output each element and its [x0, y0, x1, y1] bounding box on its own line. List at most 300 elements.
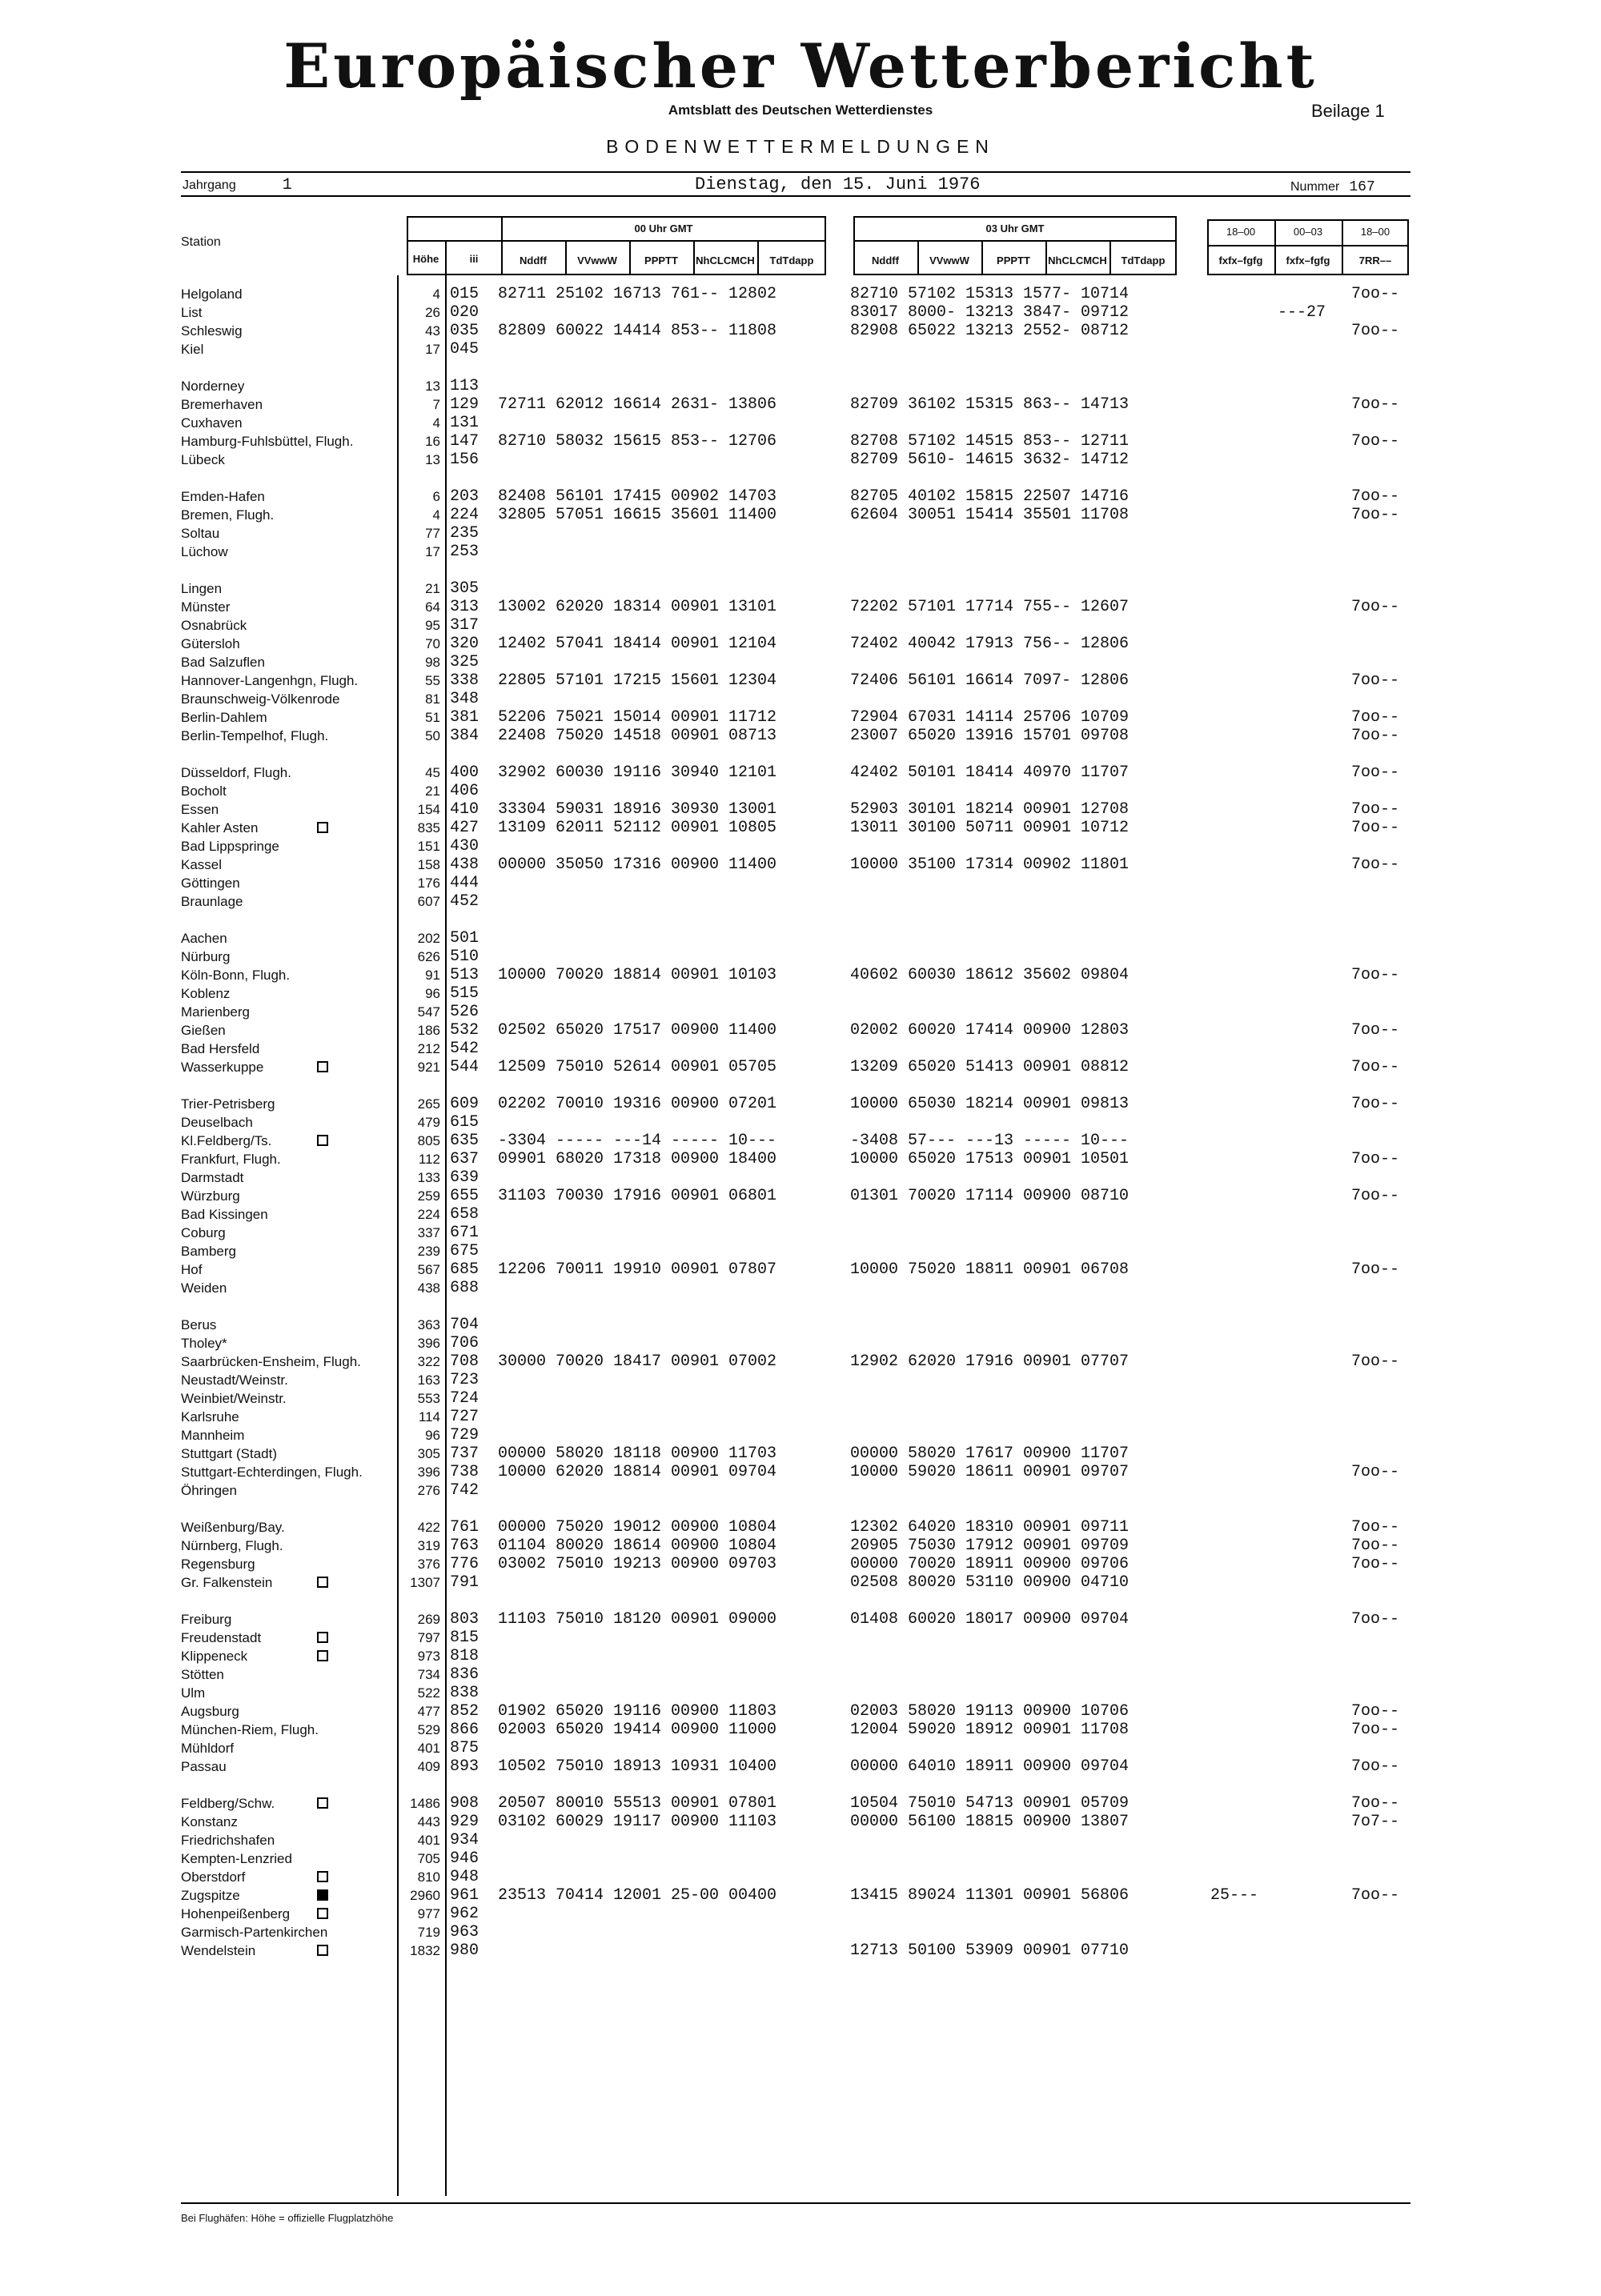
- jahrgang-value: 1: [282, 176, 292, 194]
- obs-03-utc: 00000 64010 18911 00900 09704: [850, 1757, 1130, 1776]
- station-height: 77: [425, 526, 440, 541]
- obs-03-utc: 01301 70020 17114 00900 08710: [850, 1187, 1130, 1205]
- station-name: Düsseldorf, Flugh.: [181, 765, 291, 780]
- obs-03-utc: 10504 75010 54713 00901 05709: [850, 1794, 1130, 1813]
- precip-18-00: 7oo--: [1351, 1187, 1400, 1205]
- station-name: Deuselbach: [181, 1115, 253, 1130]
- table-row: [0, 377, 1601, 395]
- station-name: Stötten: [181, 1667, 224, 1682]
- precip-18-00: 7oo--: [1351, 1555, 1400, 1573]
- table-row: [0, 782, 1601, 800]
- precip-18-00: 7oo--: [1351, 800, 1400, 819]
- station-height: 154: [417, 802, 440, 817]
- station-name: Kiel: [181, 342, 204, 357]
- station-id: 015: [450, 285, 479, 303]
- table-row: [0, 1610, 1601, 1629]
- station-name: Berus: [181, 1317, 217, 1332]
- table-row: [0, 929, 1601, 948]
- station-id: 406: [450, 782, 479, 800]
- station-height: 337: [417, 1225, 440, 1240]
- station-name: Regensburg: [181, 1557, 255, 1572]
- obs-03-utc: 23007 65020 13916 15701 09708: [850, 727, 1130, 745]
- station-id: 131: [450, 414, 479, 432]
- obs-00-utc: 00000 75020 19012 00900 10804: [498, 1518, 777, 1537]
- precip-18-00: 7oo--: [1351, 322, 1400, 340]
- station-id: 381: [450, 708, 479, 727]
- station-id: 818: [450, 1647, 479, 1665]
- table-row: [0, 487, 1601, 506]
- iii-header: iii: [469, 253, 479, 265]
- precip-18-00: 7oo--: [1351, 285, 1400, 303]
- obs-03-utc: 13209 65020 51413 00901 08812: [850, 1058, 1130, 1076]
- station-name: Bocholt: [181, 783, 227, 799]
- table-row: [0, 708, 1601, 727]
- table-row: [0, 432, 1601, 451]
- table-row: [0, 1095, 1601, 1113]
- precip-18-00: 7oo--: [1351, 1886, 1400, 1905]
- station-id: 639: [450, 1168, 479, 1187]
- open-square-icon: [317, 1632, 328, 1643]
- obs-00-utc: 33304 59031 18916 30930 13001: [498, 800, 777, 819]
- table-row: [0, 1555, 1601, 1573]
- obs-00-utc: 20507 80010 55513 00901 07801: [498, 1794, 777, 1813]
- col03-div-1: [917, 240, 919, 275]
- group00-header: 00 Uhr GMT: [634, 222, 693, 234]
- station-id: 723: [450, 1371, 479, 1389]
- station-name: Öhringen: [181, 1483, 237, 1498]
- station-name: Garmisch-Partenkirchen: [181, 1925, 328, 1940]
- station-id: 688: [450, 1279, 479, 1297]
- table-row: [0, 340, 1601, 359]
- gust-00-03: ---27: [1278, 303, 1326, 322]
- station-name: Coburg: [181, 1225, 226, 1240]
- station-id: 946: [450, 1849, 479, 1868]
- station-id: 035: [450, 322, 479, 340]
- station-name: Freiburg: [181, 1612, 232, 1627]
- station-name: Augsburg: [181, 1704, 239, 1719]
- station-height: 547: [417, 1004, 440, 1020]
- station-id: 348: [450, 690, 479, 708]
- station-name: Karlsruhe: [181, 1409, 239, 1424]
- hoehe-iii-mid-rule: [407, 240, 503, 242]
- station-id: 791: [450, 1573, 479, 1592]
- station-height: 810: [417, 1869, 440, 1885]
- col03-div-3: [1045, 240, 1047, 275]
- jahrgang-label: Jahrgang: [183, 178, 236, 192]
- gust-18-00: 25---: [1210, 1886, 1259, 1905]
- table-row: [0, 1352, 1601, 1371]
- obs-00-utc: -3304 ----- ---14 ----- 10---: [498, 1132, 777, 1150]
- precip-18-00: 7oo--: [1351, 1794, 1400, 1813]
- station-id: 510: [450, 948, 479, 966]
- table-row: [0, 819, 1601, 837]
- obs-00-utc: 22408 75020 14518 00901 08713: [498, 727, 777, 745]
- right-top-2: 00–03: [1293, 226, 1323, 238]
- obs-00-utc: 12206 70011 19910 00901 07807: [498, 1260, 777, 1279]
- table-row: [0, 1702, 1601, 1721]
- precip-18-00: 7oo--: [1351, 395, 1400, 414]
- station-height: 305: [417, 1446, 440, 1461]
- table-row: [0, 1665, 1601, 1684]
- hoehe-header: Höhe: [412, 253, 439, 265]
- station-height: 70: [425, 636, 440, 651]
- station-height: 17: [425, 342, 440, 357]
- station-name: Kassel: [181, 857, 223, 872]
- open-square-icon: [317, 1908, 328, 1919]
- table-row: [0, 303, 1601, 322]
- station-id: 305: [450, 579, 479, 598]
- station-id: 963: [450, 1923, 479, 1941]
- nummer-value: 167: [1349, 179, 1375, 195]
- obs-03-utc: 82705 40102 15815 22507 14716: [850, 487, 1130, 506]
- obs-03-utc: 12713 50100 53909 00901 07710: [850, 1941, 1130, 1960]
- station-name: Freudenstadt: [181, 1630, 262, 1645]
- col00-div-2: [629, 240, 631, 275]
- table-row: [0, 285, 1601, 303]
- footer-rule: [181, 2202, 1410, 2204]
- col00-div-4: [757, 240, 759, 275]
- station-name: Ulm: [181, 1685, 206, 1701]
- station-name: Weinbiet/Weinstr.: [181, 1391, 287, 1406]
- station-id: 430: [450, 837, 479, 855]
- obs-00-utc: 12509 75010 52614 00901 05705: [498, 1058, 777, 1076]
- open-square-icon: [317, 822, 328, 833]
- obs-00-utc: 32902 60030 19116 30940 12101: [498, 763, 777, 782]
- station-id: 532: [450, 1021, 479, 1040]
- obs-00-utc: 00000 58020 18118 00900 11703: [498, 1445, 777, 1463]
- station-height: 133: [417, 1170, 440, 1185]
- station-height: 705: [417, 1851, 440, 1866]
- station-height: 276: [417, 1483, 440, 1498]
- station-name: Kahler Asten: [181, 820, 259, 835]
- station-id: 893: [450, 1757, 479, 1776]
- open-square-icon: [317, 1061, 328, 1072]
- station-id: 338: [450, 671, 479, 690]
- station-id: 776: [450, 1555, 479, 1573]
- station-height: 51: [425, 710, 440, 725]
- open-square-icon: [317, 1945, 328, 1956]
- document-subtitle: Amtsblatt des Deutschen Wetterdienstes: [668, 102, 933, 118]
- obs-00-utc: 03102 60029 19117 00900 11103: [498, 1813, 777, 1831]
- station-height: 376: [417, 1557, 440, 1572]
- station-id: 934: [450, 1831, 479, 1849]
- precip-18-00: 7oo--: [1351, 1150, 1400, 1168]
- station-id: 948: [450, 1868, 479, 1886]
- station-height: 21: [425, 581, 440, 596]
- station-height: 163: [417, 1372, 440, 1388]
- obs-03-utc: -3408 57--- ---13 ----- 10---: [850, 1132, 1130, 1150]
- obs-00-utc: 01104 80020 18614 00900 10804: [498, 1537, 777, 1555]
- precip-18-00: 7oo--: [1351, 1702, 1400, 1721]
- station-height: 1486: [410, 1796, 440, 1811]
- precip-18-00: 7oo--: [1351, 966, 1400, 984]
- station-id: 609: [450, 1095, 479, 1113]
- station-name: Nürburg: [181, 949, 231, 964]
- station-name: Bad Salzuflen: [181, 655, 265, 670]
- station-id: 708: [450, 1352, 479, 1371]
- open-square-icon: [317, 1650, 328, 1661]
- station-height: 114: [418, 1409, 440, 1424]
- station-height: 239: [417, 1244, 440, 1259]
- station-height: 17: [425, 544, 440, 559]
- table-row: [0, 1279, 1601, 1297]
- table-row: [0, 1518, 1601, 1537]
- station-name: Mühldorf: [181, 1741, 235, 1756]
- obs-03-utc: 83017 8000- 13213 3847- 09712: [850, 303, 1130, 322]
- obs-03-utc: 82708 57102 14515 853-- 12711: [850, 432, 1130, 451]
- station-height: 438: [417, 1280, 440, 1296]
- obs-00-utc: 30000 70020 18417 00901 07002: [498, 1352, 777, 1371]
- station-id: 203: [450, 487, 479, 506]
- group00-mid-rule: [501, 240, 826, 242]
- table-row: [0, 506, 1601, 524]
- obs-00-utc: 02202 70010 19316 00900 07201: [498, 1095, 777, 1113]
- table-row: [0, 1721, 1601, 1739]
- obs-03-utc: 52903 30101 18214 00901 12708: [850, 800, 1130, 819]
- table-row: [0, 1923, 1601, 1941]
- obs-00-utc: 13002 62020 18314 00901 13101: [498, 598, 777, 616]
- table-row: [0, 414, 1601, 432]
- station-height: 522: [417, 1685, 440, 1701]
- station-name: Bad Hersfeld: [181, 1041, 260, 1056]
- station-height: 553: [417, 1391, 440, 1406]
- table-row: [0, 451, 1601, 469]
- table-row: [0, 1187, 1601, 1205]
- col00-div-1: [565, 240, 567, 275]
- station-name: Gießen: [181, 1023, 226, 1038]
- station-name: Aachen: [181, 931, 227, 946]
- obs-03-utc: 10000 59020 18611 00901 09707: [850, 1463, 1130, 1481]
- station-name: Gr. Falkenstein: [181, 1575, 273, 1590]
- precip-18-00: 7oo--: [1351, 1463, 1400, 1481]
- station-height: 401: [417, 1833, 440, 1848]
- precip-18-00: 7oo--: [1351, 1058, 1400, 1076]
- table-row: [0, 892, 1601, 911]
- station-height: 479: [417, 1115, 440, 1130]
- station-height: 626: [417, 949, 440, 964]
- right-top-1: 18–00: [1226, 226, 1256, 238]
- station-id: 724: [450, 1389, 479, 1408]
- table-row: [0, 1905, 1601, 1923]
- station-id: 501: [450, 929, 479, 948]
- obs-00-utc: 12402 57041 18414 00901 12104: [498, 635, 777, 653]
- obs-03-utc: 72406 56101 16614 7097- 12806: [850, 671, 1130, 690]
- station-height: 186: [417, 1023, 440, 1038]
- station-name: Braunlage: [181, 894, 243, 909]
- station-id: 962: [450, 1905, 479, 1923]
- obs-03-utc: 62604 30051 15414 35501 11708: [850, 506, 1130, 524]
- station-height: 7: [432, 397, 440, 412]
- station-id: 317: [450, 616, 479, 635]
- station-height: 26: [425, 305, 440, 320]
- obs-00-utc: 22805 57101 17215 15601 12304: [498, 671, 777, 690]
- obs-03-utc: 02508 80020 53110 00900 04710: [850, 1573, 1130, 1592]
- obs-00-utc: 23513 70414 12001 25-00 00400: [498, 1886, 777, 1905]
- station-height: 1832: [410, 1943, 440, 1958]
- station-id: 129: [450, 395, 479, 414]
- station-id: 852: [450, 1702, 479, 1721]
- table-row: [0, 1684, 1601, 1702]
- table-row: [0, 322, 1601, 340]
- station-name: Schleswig: [181, 323, 243, 339]
- table-row: [0, 1408, 1601, 1426]
- station-height: 734: [417, 1667, 440, 1682]
- station-id: 738: [450, 1463, 479, 1481]
- station-height: 477: [417, 1704, 440, 1719]
- obs-00-utc: 13109 62011 52112 00901 10805: [498, 819, 777, 837]
- table-row: [0, 1021, 1601, 1040]
- table-row: [0, 1168, 1601, 1187]
- col00-ppptt: PPPTT: [644, 254, 678, 266]
- obs-00-utc: 02502 65020 17517 00900 11400: [498, 1021, 777, 1040]
- station-height: 259: [417, 1188, 440, 1204]
- obs-00-utc: 10502 75010 18913 10931 10400: [498, 1757, 777, 1776]
- station-name: Frankfurt, Flugh.: [181, 1152, 281, 1167]
- table-row: [0, 948, 1601, 966]
- station-id: 727: [450, 1408, 479, 1426]
- table-row: [0, 763, 1601, 782]
- station-id: 742: [450, 1481, 479, 1500]
- beilage-label: Beilage 1: [1311, 101, 1385, 121]
- station-id: 320: [450, 635, 479, 653]
- table-row: [0, 1573, 1601, 1592]
- station-id: 113: [450, 377, 479, 395]
- station-height: 202: [417, 931, 440, 946]
- table-row: [0, 837, 1601, 855]
- station-height: 401: [417, 1741, 440, 1756]
- station-height: 443: [417, 1814, 440, 1829]
- group03-mid-rule: [853, 240, 1177, 242]
- station-id: 313: [450, 598, 479, 616]
- col03-ppptt: PPPTT: [997, 254, 1030, 266]
- table-row: [0, 1334, 1601, 1352]
- obs-03-utc: 12004 59020 18912 00901 11708: [850, 1721, 1130, 1739]
- station-id: 235: [450, 524, 479, 543]
- station-name: Zugspitze: [181, 1888, 240, 1903]
- station-height: 64: [425, 599, 440, 615]
- right-bottom-2: fxfx–fgfg: [1286, 254, 1330, 266]
- obs-00-utc: 31103 70030 17916 00901 06801: [498, 1187, 777, 1205]
- precip-18-00: 7oo--: [1351, 1757, 1400, 1776]
- precip-18-00: 7oo--: [1351, 1610, 1400, 1629]
- table-row: [0, 855, 1601, 874]
- open-square-icon: [317, 1871, 328, 1882]
- station-id: 325: [450, 653, 479, 671]
- station-id: 637: [450, 1150, 479, 1168]
- table-row: [0, 1849, 1601, 1868]
- station-name: Stuttgart-Echterdingen, Flugh.: [181, 1465, 363, 1480]
- station-name: Helgoland: [181, 286, 243, 302]
- station-height: 21: [425, 783, 440, 799]
- hoehe-iii-header-box: [407, 216, 503, 275]
- table-row: [0, 800, 1601, 819]
- precip-18-00: 7oo--: [1351, 506, 1400, 524]
- station-height: 13: [425, 379, 440, 394]
- obs-00-utc: 82711 25102 16713 761-- 12802: [498, 285, 777, 303]
- section-title: BODENWETTERMELDUNGEN: [606, 136, 995, 157]
- obs-03-utc: 82709 5610- 14615 3632- 14712: [850, 451, 1130, 469]
- obs-03-utc: 10000 65030 18214 00901 09813: [850, 1095, 1130, 1113]
- table-row: [0, 966, 1601, 984]
- obs-03-utc: 82908 65022 13213 2552- 08712: [850, 322, 1130, 340]
- station-id: 671: [450, 1224, 479, 1242]
- obs-03-utc: 00000 70020 18911 00900 09706: [850, 1555, 1130, 1573]
- document-title: Europäischer Wetterbericht: [283, 30, 1318, 102]
- obs-03-utc: 01408 60020 18017 00900 09704: [850, 1610, 1130, 1629]
- station-name: Bremen, Flugh.: [181, 507, 275, 523]
- col03-div-4: [1109, 240, 1111, 275]
- table-row: [0, 1629, 1601, 1647]
- station-height: 4: [432, 507, 440, 523]
- station-id: 384: [450, 727, 479, 745]
- table-row: [0, 1426, 1601, 1445]
- station-height: 322: [417, 1354, 440, 1369]
- table-row: [0, 1831, 1601, 1849]
- obs-00-utc: 09901 68020 17318 00900 18400: [498, 1150, 777, 1168]
- station-id: 045: [450, 340, 479, 359]
- col00-vvwww: VVwwW: [577, 254, 617, 266]
- station-name: Essen: [181, 802, 219, 817]
- nummer-label: Nummer: [1290, 180, 1340, 194]
- station-name: Hamburg-Fuhlsbüttel, Flugh.: [181, 434, 354, 449]
- station-height: 396: [417, 1336, 440, 1351]
- header-rule-top: [181, 171, 1410, 173]
- station-id: 980: [450, 1941, 479, 1960]
- jahrgang: [183, 176, 292, 194]
- precip-18-00: 7oo--: [1351, 1721, 1400, 1739]
- precip-18-00: 7oo--: [1351, 1537, 1400, 1555]
- obs-00-utc: 72711 62012 16614 2631- 13806: [498, 395, 777, 414]
- table-row: [0, 1224, 1601, 1242]
- station-name: Würzburg: [181, 1188, 240, 1204]
- table-row: [0, 1941, 1601, 1960]
- station-height: 422: [417, 1520, 440, 1535]
- table-row: [0, 395, 1601, 414]
- station-height: 973: [417, 1649, 440, 1664]
- precip-18-00: 7oo--: [1351, 1095, 1400, 1113]
- table-row: [0, 1463, 1601, 1481]
- obs-00-utc: 82710 58032 15615 853-- 12706: [498, 432, 777, 451]
- table-row: [0, 1445, 1601, 1463]
- precip-18-00: 7oo--: [1351, 763, 1400, 782]
- station-name: Soltau: [181, 526, 220, 541]
- col00-nddff: Nddff: [520, 254, 547, 266]
- station-name: München-Riem, Flugh.: [181, 1722, 319, 1737]
- station-name: Saarbrücken-Ensheim, Flugh.: [181, 1354, 361, 1369]
- table-row: [0, 671, 1601, 690]
- station-header: Station: [181, 235, 221, 249]
- station-height: 16: [425, 434, 440, 449]
- table-row: [0, 1537, 1601, 1555]
- station-id: 908: [450, 1794, 479, 1813]
- station-id: 706: [450, 1334, 479, 1352]
- precip-18-00: 7oo--: [1351, 708, 1400, 727]
- group03-header: 03 Uhr GMT: [985, 222, 1045, 234]
- station-id: 761: [450, 1518, 479, 1537]
- obs-03-utc: 82709 36102 15315 863-- 14713: [850, 395, 1130, 414]
- station-height: 55: [425, 673, 440, 688]
- station-name: Trier-Petrisberg: [181, 1096, 275, 1112]
- station-height: 319: [417, 1538, 440, 1553]
- station-height: 212: [417, 1041, 440, 1056]
- table-row: [0, 1739, 1601, 1757]
- station-id: 542: [450, 1040, 479, 1058]
- station-name: Klippeneck: [181, 1649, 248, 1664]
- table-row: [0, 1481, 1601, 1500]
- station-name: Norderney: [181, 379, 245, 394]
- station-height: 921: [417, 1060, 440, 1075]
- station-name: Kl.Feldberg/Ts.: [181, 1133, 272, 1148]
